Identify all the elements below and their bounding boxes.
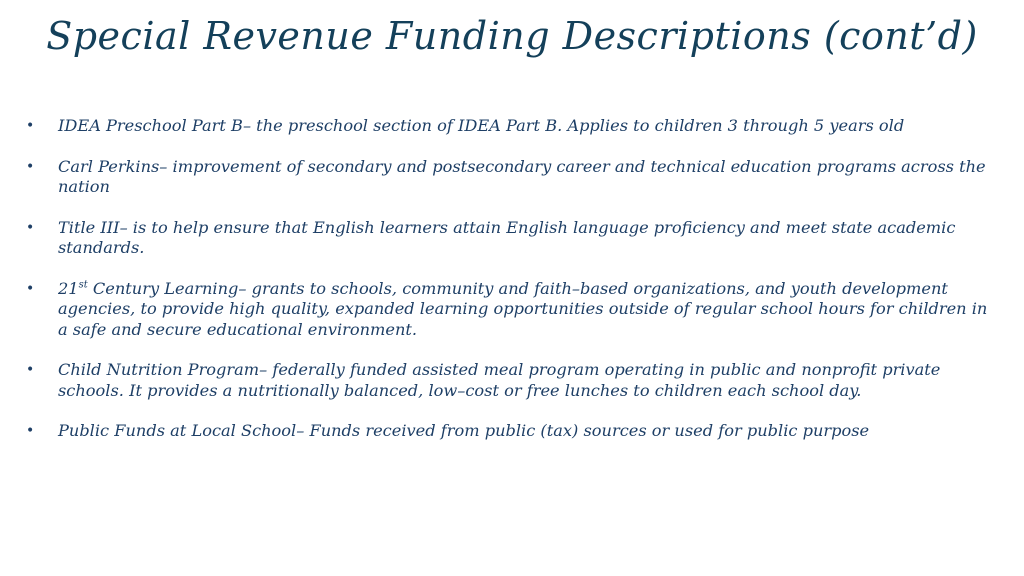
bullet-text: Title III– is to help ensure that English learners attain English language proficiency and meet state academic standards. [58, 217, 956, 257]
bullet-marker: • [26, 280, 35, 297]
bullet-text: Child Nutrition Program– federally funded assisted meal program operating in public and nonprofit private schools. It provides a nutritionally balanced, low–cost or free lunches to children each school day. [58, 360, 941, 400]
bullet-marker: • [26, 362, 35, 378]
bullet-marker: • [26, 118, 35, 134]
bullet-item-child-nutrition [26, 360, 996, 401]
bullet-text: Century Learning– grants to schools, community and faith–based organizations, and youth development agencies, to provide high quality, expanded learning opportunities outside of regular school hours for children in a safe and secure educational environment. [58, 278, 988, 339]
bullet-marker: • [26, 158, 35, 175]
bullet-marker: • [26, 423, 35, 439]
bullet-marker: • [26, 219, 35, 236]
bullet-text: IDEA Preschool Part B– the preschool section of IDEA Part B. Applies to children 3 through 5 years old [58, 116, 905, 135]
bullet-item-title-iii [26, 218, 996, 259]
bullet-item-idea-preschool [26, 116, 996, 137]
bullet-item-carl-perkins [26, 157, 996, 198]
slide-title: Special Revenue Funding Descriptions (cont’d) [46, 14, 978, 58]
bullet-text: Public Funds at Local School– Funds received from public (tax) sources or used for public purpose [58, 421, 870, 440]
bullet-list [26, 116, 996, 462]
bullet-number: 21 [58, 278, 79, 298]
bullet-item-21st-century [26, 279, 996, 341]
bullet-item-public-funds [26, 421, 996, 442]
bullet-superscript: st [78, 279, 88, 291]
bullet-text: Carl Perkins– improvement of secondary and postsecondary career and technical education programs across the nation [58, 156, 986, 196]
